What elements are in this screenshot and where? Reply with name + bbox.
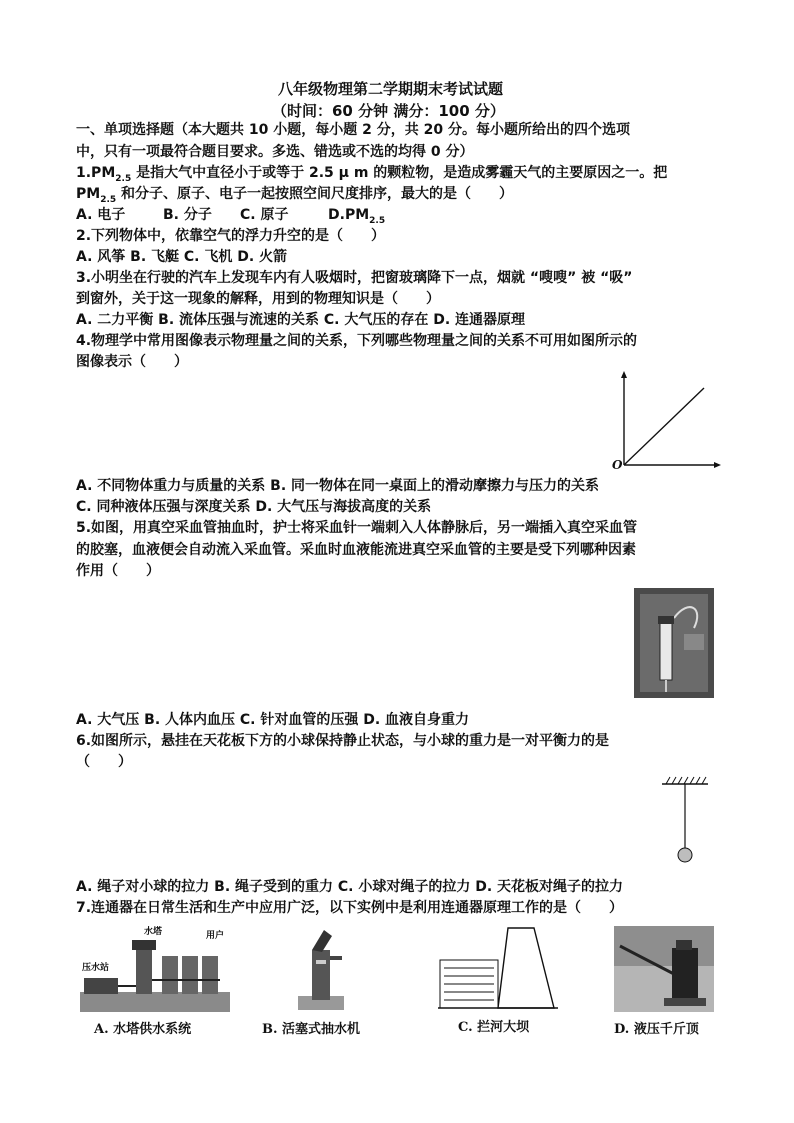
q7-fig-a-tower xyxy=(136,946,152,994)
q7-fig-a-station xyxy=(84,978,118,994)
section1-line1: 一、单项选择题（本大题共 10 小题，每小题 2 分，共 20 分。每小题所给出的四个选项 xyxy=(76,122,630,138)
q6-ball xyxy=(678,848,692,862)
q7-stem: 7.连通器在日常生活和生产中应用广泛，以下实例中是利用连通器原理工作的是（ ） xyxy=(76,900,624,916)
exam-subtitle: （时间：60 分钟 满分：100 分） xyxy=(272,102,505,120)
q7-fig-c-dam xyxy=(438,924,558,1012)
q6-line1: 6.如图所示，悬挂在天花板下方的小球保持静止状态，与小球的重力是一对平衡力的是 xyxy=(76,733,610,749)
q5-tube xyxy=(660,620,672,680)
q4-line2: 图像表示（ ） xyxy=(76,354,188,370)
q7-fig-c-dam-body xyxy=(498,928,554,1008)
q7-fig-a-station-label: 压水站 xyxy=(82,963,110,973)
q6-hanging-ball xyxy=(660,774,710,866)
q7-caption-d: D. 液压千斤顶 xyxy=(614,1022,699,1037)
q5-stopper xyxy=(658,616,674,624)
q1-option-c: C. 原子 xyxy=(240,207,289,223)
q7-fig-d-jack-body xyxy=(672,948,698,998)
q5-line3: 作用（ ） xyxy=(76,563,160,579)
q5-options: A. 大气压 B. 人体内血压 C. 针对血管的压强 D. 血液自身重力 xyxy=(76,712,470,728)
q4-line1: 4.物理学中常用图像表示物理量之间的关系，下列哪些物理量之间的关系不可用如图所示的 xyxy=(76,333,638,349)
q1-line2: $PM_{2.5}$ 和分子、原子、电子一起按照空间尺度排序，最大的是（ ） xyxy=(76,186,514,205)
q4-linear-graph xyxy=(612,370,722,475)
q5-line1: 5.如图，用真空采血管抽血时，护士将采血针一端刺入人体静脉后，另一端插入真空采血管 xyxy=(76,520,638,536)
q1-option-a: A. 电子 xyxy=(76,207,126,223)
section1-line2: 中，只有一项最符合题目要求。多选、错选或不选的均得 0 分） xyxy=(76,144,474,160)
q4-proportional-line xyxy=(624,388,704,465)
q6-options: A. 绳子对小球的拉力 B. 绳子受到的重力 C. 小球对绳子的拉力 D. 天花板对绳子的拉力 xyxy=(76,879,624,895)
q1-option-b: B. 分子 xyxy=(163,207,212,223)
q2-options: A. 风筝 B. 飞艇 C. 飞机 D. 火箭 xyxy=(76,249,288,265)
q7-caption-a: A. 水塔供水系统 xyxy=(94,1022,192,1037)
q4-options-line1: A. 不同物体重力与质量的关系 B. 同一物体在同一桌面上的滑动摩擦力与压力的关系 xyxy=(76,478,600,494)
q4-y-arrow-icon xyxy=(621,371,627,378)
q7-fig-a-user-label: 用户 xyxy=(206,931,225,941)
q4-options-line2: C. 同种液体压强与深度关系 D. 大气压与海拔高度的关系 xyxy=(76,499,432,515)
exam-title: 八年级物理第二学期期末考试试题 xyxy=(278,80,504,98)
q7-caption-c: C. 拦河大坝 xyxy=(458,1020,530,1035)
q2-stem: 2.下列物体中，依靠空气的浮力升空的是（ ） xyxy=(76,228,386,244)
q7-fig-b-piston-pump xyxy=(296,926,346,1012)
q7-fig-d-hydraulic-jack xyxy=(614,926,714,1012)
q5-blood-tube-photo xyxy=(634,588,714,698)
q7-caption-b: B. 活塞式抽水机 xyxy=(262,1022,361,1037)
q7-fig-a-tower-label: 水塔 xyxy=(144,927,163,937)
q4-x-arrow-icon xyxy=(714,462,721,468)
q5-line2: 的胶塞，血液便会自动流入采血管。采血时血液能流进真空采血管的主要是受下列哪种因素 xyxy=(76,542,636,558)
q7-fig-b-handle xyxy=(312,930,332,952)
q6-line2: （ ） xyxy=(76,754,132,770)
q3-line2: 到窗外，关于这一现象的解释，用到的物理知识是（ ） xyxy=(76,291,440,307)
q7-fig-b-cylinder xyxy=(312,950,330,1000)
q3-line1: 3.小明坐在行驶的汽车上发现车内有人吸烟时，把窗玻璃降下一点，烟就 “嗖嗖” 被 “吸” xyxy=(76,270,633,286)
q3-options: A. 二力平衡 B. 流体压强与流速的关系 C. 大气压的存在 D. 连通器原理 xyxy=(76,312,526,328)
q4-origin-label: O xyxy=(612,458,623,472)
q1-line1: $1.PM_{2.5}$ 是指大气中直径小于或等于 2.5 μ m 的颗粒物，是造成雾霾天气的主要原因之一。把 xyxy=(76,165,668,184)
q1-option-d: $D.PM_{2.5}$ xyxy=(328,207,386,226)
